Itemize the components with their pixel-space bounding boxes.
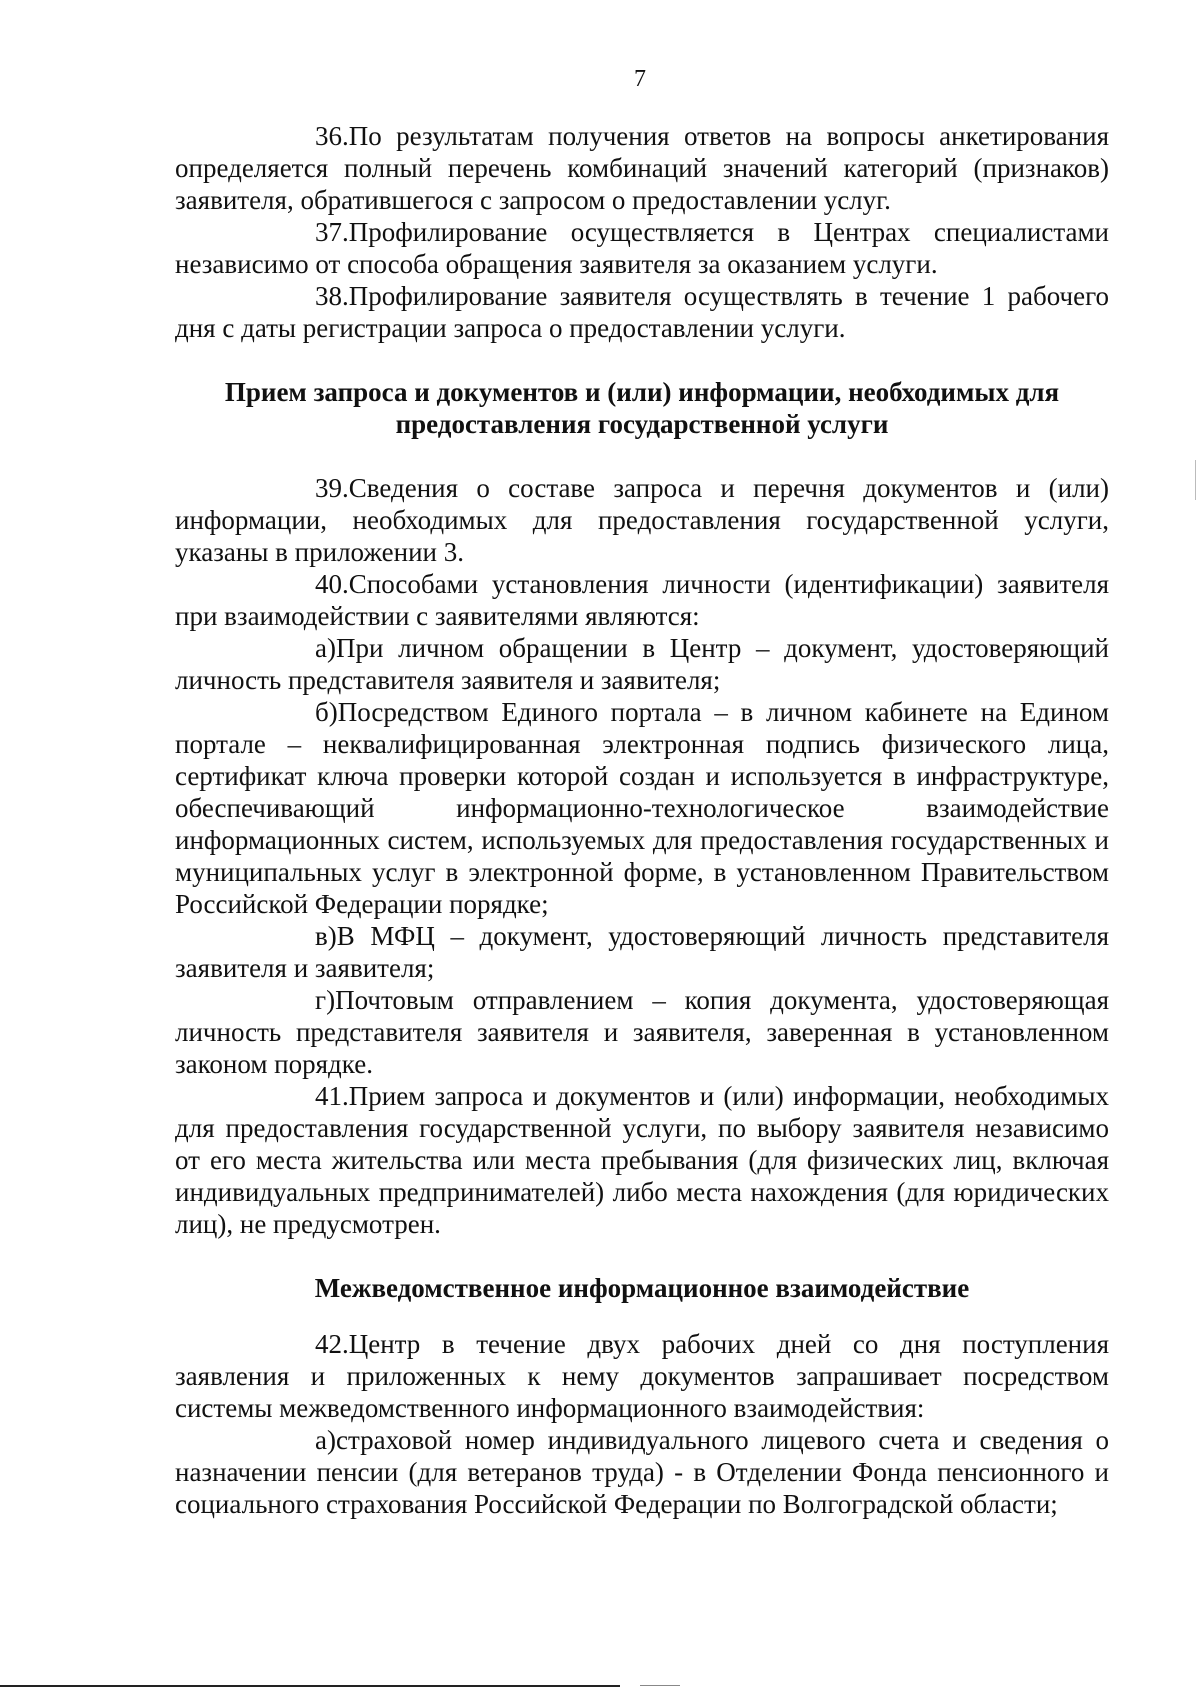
scan-bottom-line xyxy=(640,1685,680,1686)
section-heading-interagency: Межведомственное информационное взаимодействие xyxy=(314,1273,970,1303)
paragraph-40 xyxy=(175,568,1109,632)
subparagraph-letter: а) xyxy=(315,633,336,663)
paragraph-text: Профилирование осуществляется в Центрах специалистами независимо от способа обращения заявителя за оказанием услуги. xyxy=(175,217,1109,279)
paragraph-text: В МФЦ – документ, удостоверяющий личность представителя заявителя и заявителя; xyxy=(175,921,1109,983)
paragraph-text: Центр в течение двух рабочих дней со дня поступления заявления и приложенных к нему документов запрашивает посредством системы межведомственного информационного взаимодействия: xyxy=(175,1329,1109,1423)
paragraph-39 xyxy=(175,472,1109,568)
subparagraph-letter: в) xyxy=(315,921,337,951)
subparagraph-g xyxy=(175,984,1109,1080)
paragraph-number: 39. xyxy=(315,473,349,503)
paragraph-37 xyxy=(175,216,1109,280)
paragraph-number: 36. xyxy=(315,121,349,151)
subparagraph-a xyxy=(175,1424,1109,1520)
paragraph-number: 40. xyxy=(315,569,349,599)
subparagraph-letter: г) xyxy=(315,985,336,1015)
paragraph-text: страховой номер индивидуального лицевого счета и сведения о назначении пенсии (для ветеранов труда) - в Отделении Фонда пенсионного и социального страхования Российской Федерации по Волгоградской области; xyxy=(175,1425,1109,1519)
paragraph-36 xyxy=(175,120,1109,216)
scan-bottom-line xyxy=(0,1685,620,1687)
section-profiling xyxy=(175,120,1109,344)
subparagraph-letter: а) xyxy=(315,1425,336,1455)
paragraph-text: Профилирование заявителя осуществлять в течение 1 рабочего дня с даты регистрации запроса о предоставлении услуги. xyxy=(175,281,1109,343)
paragraph-text: По результатам получения ответов на вопросы анкетирования определяется полный перечень комбинаций значений категорий (признаков) заявителя, обратившегося с запросом о предоставлении услуг. xyxy=(175,121,1109,215)
subparagraph-b xyxy=(175,696,1109,920)
paragraph-38 xyxy=(175,280,1109,344)
subparagraph-v xyxy=(175,920,1109,984)
section-heading-request-reception: Прием запроса и документов и (или) информации, необходимых для предоставления государственной услуги xyxy=(224,377,1060,439)
paragraph-number: 37. xyxy=(315,217,349,247)
subparagraph-a xyxy=(175,632,1109,696)
subparagraph-letter: б) xyxy=(315,697,338,727)
paragraph-number: 41. xyxy=(315,1081,349,1111)
paragraph-42 xyxy=(175,1328,1109,1424)
paragraph-number: 38. xyxy=(315,281,349,311)
paragraph-text: Посредством Единого портала – в личном кабинете на Едином портале – неквалифицированная электронная подпись физического лица, сертификат ключа проверки которой создан и используется в инфраструктуре, обеспечивающий информационно-технологическое взаимодействие информационных систем, используемых для предоставления государственных и муниципальных услуг в электронной форме, в установленном Правительством Российской Федерации порядке; xyxy=(175,697,1109,919)
paragraph-number: 42. xyxy=(315,1329,349,1359)
paragraph-text: При личном обращении в Центр – документ, удостоверяющий личность представителя заявителя и заявителя; xyxy=(175,633,1109,695)
paragraph-41 xyxy=(175,1080,1109,1240)
section-request-reception xyxy=(175,472,1109,1240)
scan-edge-mark xyxy=(1195,460,1196,500)
paragraph-text: Почтовым отправлением – копия документа, удостоверяющая личность представителя заявителя и заявителя, заверенная в установленном законом порядке. xyxy=(175,985,1109,1079)
paragraph-text: Способами установления личности (идентификации) заявителя при взаимодействии с заявителями являются: xyxy=(175,569,1109,631)
section-interagency xyxy=(175,1328,1109,1520)
paragraph-text: Прием запроса и документов и (или) информации, необходимых для предоставления государственной услуги, по выбору заявителя независимо от его места жительства или места пребывания (для физических лиц, включая индивидуальных предпринимателей) либо места нахождения (для юридических лиц), не предусмотрен. xyxy=(175,1081,1109,1239)
paragraph-text: Сведения о составе запроса и перечня документов и (или) информации, необходимых для предоставления государственной услуги, указаны в приложении 3. xyxy=(175,473,1109,567)
page-number: 7 xyxy=(634,66,646,92)
